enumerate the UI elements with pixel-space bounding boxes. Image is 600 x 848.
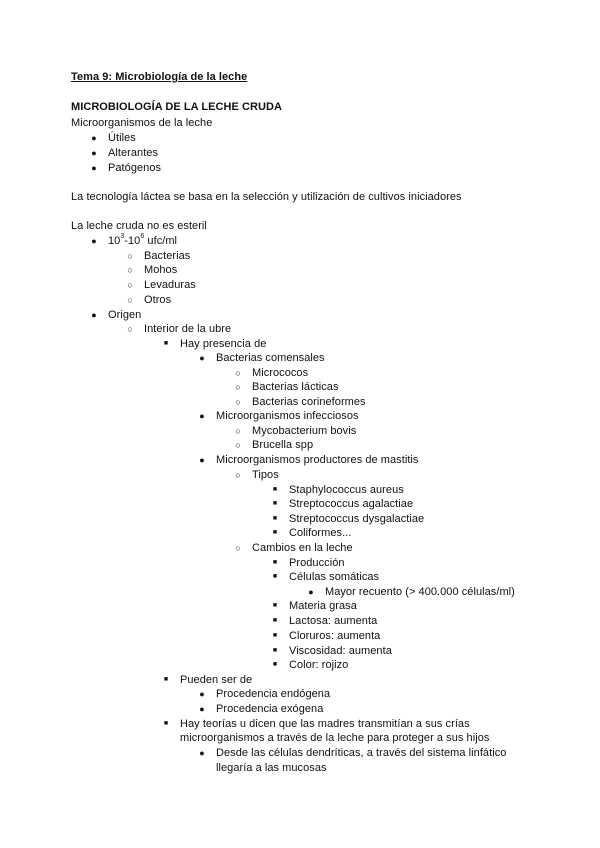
list-item-text: Patógenos xyxy=(108,162,162,174)
list-item-text: Staphylococcus aureus xyxy=(289,484,404,496)
list-item-text: Brucella spp xyxy=(252,439,314,451)
bullet-circle-icon: ○ xyxy=(127,324,133,334)
bullet-square-icon: ■ xyxy=(272,647,278,654)
bullet-circle-icon: ○ xyxy=(235,382,241,392)
bullet-disc-icon: ● xyxy=(308,587,314,597)
bullet-circle-icon: ○ xyxy=(235,426,241,436)
list-item-text: Bacterias comensales xyxy=(216,352,325,364)
list-item-continuation: microorganismos a través de la leche para proteger a sus hijos xyxy=(180,732,490,744)
bullet-disc-icon: ● xyxy=(199,748,205,758)
bullet-disc-icon: ● xyxy=(91,236,97,246)
bullet-square-icon: ■ xyxy=(272,500,278,507)
list-item-text: Streptococcus agalactiae xyxy=(289,498,414,510)
list-item-text: Producción xyxy=(289,557,345,569)
list-item-text: Cambios en la leche xyxy=(252,542,353,554)
list-item-text: Origen xyxy=(108,309,142,321)
list-item-text: Útiles xyxy=(108,132,136,144)
bullet-disc-icon: ● xyxy=(199,411,205,421)
list-item-text: Procedencia exógena xyxy=(216,703,324,715)
list-item-text: Mayor recuento (> 400.000 células/ml) xyxy=(325,586,515,598)
list-item-text: Levaduras xyxy=(144,279,196,291)
bullet-disc-icon: ● xyxy=(199,353,205,363)
list-item-text: Bacterias xyxy=(144,250,191,262)
bullet-circle-icon: ○ xyxy=(235,368,241,378)
list-item-text: Mycobacterium bovis xyxy=(252,425,357,437)
bullet-square-icon: ■ xyxy=(272,559,278,566)
list-item-continuation: llegaría a las mucosas xyxy=(216,762,327,774)
bullet-circle-icon: ○ xyxy=(127,295,133,305)
list-item-text: Lactosa: aumenta xyxy=(289,615,378,627)
bullet-disc-icon: ● xyxy=(199,704,205,714)
bullet-circle-icon: ○ xyxy=(127,280,133,290)
bullet-square-icon: ■ xyxy=(163,340,169,347)
bullet-square-icon: ■ xyxy=(272,573,278,580)
bullet-square-icon: ■ xyxy=(272,602,278,609)
list-item-text: Streptococcus dysgalactiae xyxy=(289,513,425,525)
bullet-disc-icon: ● xyxy=(91,148,97,158)
list-item-text: Pueden ser de xyxy=(180,674,253,686)
list-item-text: Alterantes xyxy=(108,147,159,159)
list-item-text: Desde las células dendríticas, a través del sistema linfático xyxy=(216,747,507,759)
section-heading: MICROBIOLOGÍA DE LA LECHE CRUDA xyxy=(71,101,282,113)
bullet-square-icon: ■ xyxy=(272,486,278,493)
bullet-disc-icon: ● xyxy=(199,689,205,699)
list-item-text: Coliformes... xyxy=(289,527,352,539)
list-item-text: Mohos xyxy=(144,264,178,276)
list-item-text: Hay teorías u dicen que las madres transmitían a sus crías xyxy=(180,718,470,730)
count-range: $10^3-10^6$ ufc/ml xyxy=(108,233,178,247)
list-item-text: Color: rojizo xyxy=(289,659,349,671)
bullet-square-icon: ■ xyxy=(272,529,278,536)
bullet-disc-icon: ● xyxy=(91,163,97,173)
list-item-text: Viscosidad: aumenta xyxy=(289,645,392,657)
list-item-text: Bacterias corineformes xyxy=(252,396,366,408)
paragraph-no-esteril: La leche cruda no es esteril xyxy=(71,220,207,232)
list-item-text: Cloruros: aumenta xyxy=(289,630,381,642)
list-item-text: Tipos xyxy=(252,469,279,481)
list-item-text: Interior de la ubre xyxy=(144,323,232,335)
bullet-square-icon: ■ xyxy=(163,720,169,727)
bullet-circle-icon: ○ xyxy=(127,265,133,275)
page-title: Tema 9: Microbiología de la leche xyxy=(71,71,248,83)
bullet-square-icon: ■ xyxy=(272,515,278,522)
bullet-square-icon: ■ xyxy=(272,661,278,668)
list-item-text: Materia grasa xyxy=(289,600,357,612)
bullet-circle-icon: ○ xyxy=(235,440,241,450)
list-item-text: Micrococos xyxy=(252,367,309,379)
list-item-text: Microorganismos productores de mastitis xyxy=(216,454,419,466)
list-item-text: Microorganismos infecciosos xyxy=(216,410,359,422)
micro-intro: Microorganismos de la leche xyxy=(71,117,213,129)
bullet-circle-icon: ○ xyxy=(235,543,241,553)
list-item-text: Células somáticas xyxy=(289,571,380,583)
list-item-text: Bacterias lácticas xyxy=(252,381,339,393)
list-item-text: Procedencia endógena xyxy=(216,688,331,700)
bullet-circle-icon: ○ xyxy=(235,470,241,480)
bullet-disc-icon: ● xyxy=(91,133,97,143)
bullet-square-icon: ■ xyxy=(163,676,169,683)
bullet-disc-icon: ● xyxy=(199,455,205,465)
paragraph-tecnologia: La tecnología láctea se basa en la selección y utilización de cultivos iniciadores xyxy=(71,191,462,203)
bullet-square-icon: ■ xyxy=(272,632,278,639)
bullet-disc-icon: ● xyxy=(91,310,97,320)
list-item-text: Otros xyxy=(144,294,172,306)
bullet-circle-icon: ○ xyxy=(127,251,133,261)
bullet-square-icon: ■ xyxy=(272,617,278,624)
bullet-circle-icon: ○ xyxy=(235,397,241,407)
list-item-text: Hay presencia de xyxy=(180,338,267,350)
